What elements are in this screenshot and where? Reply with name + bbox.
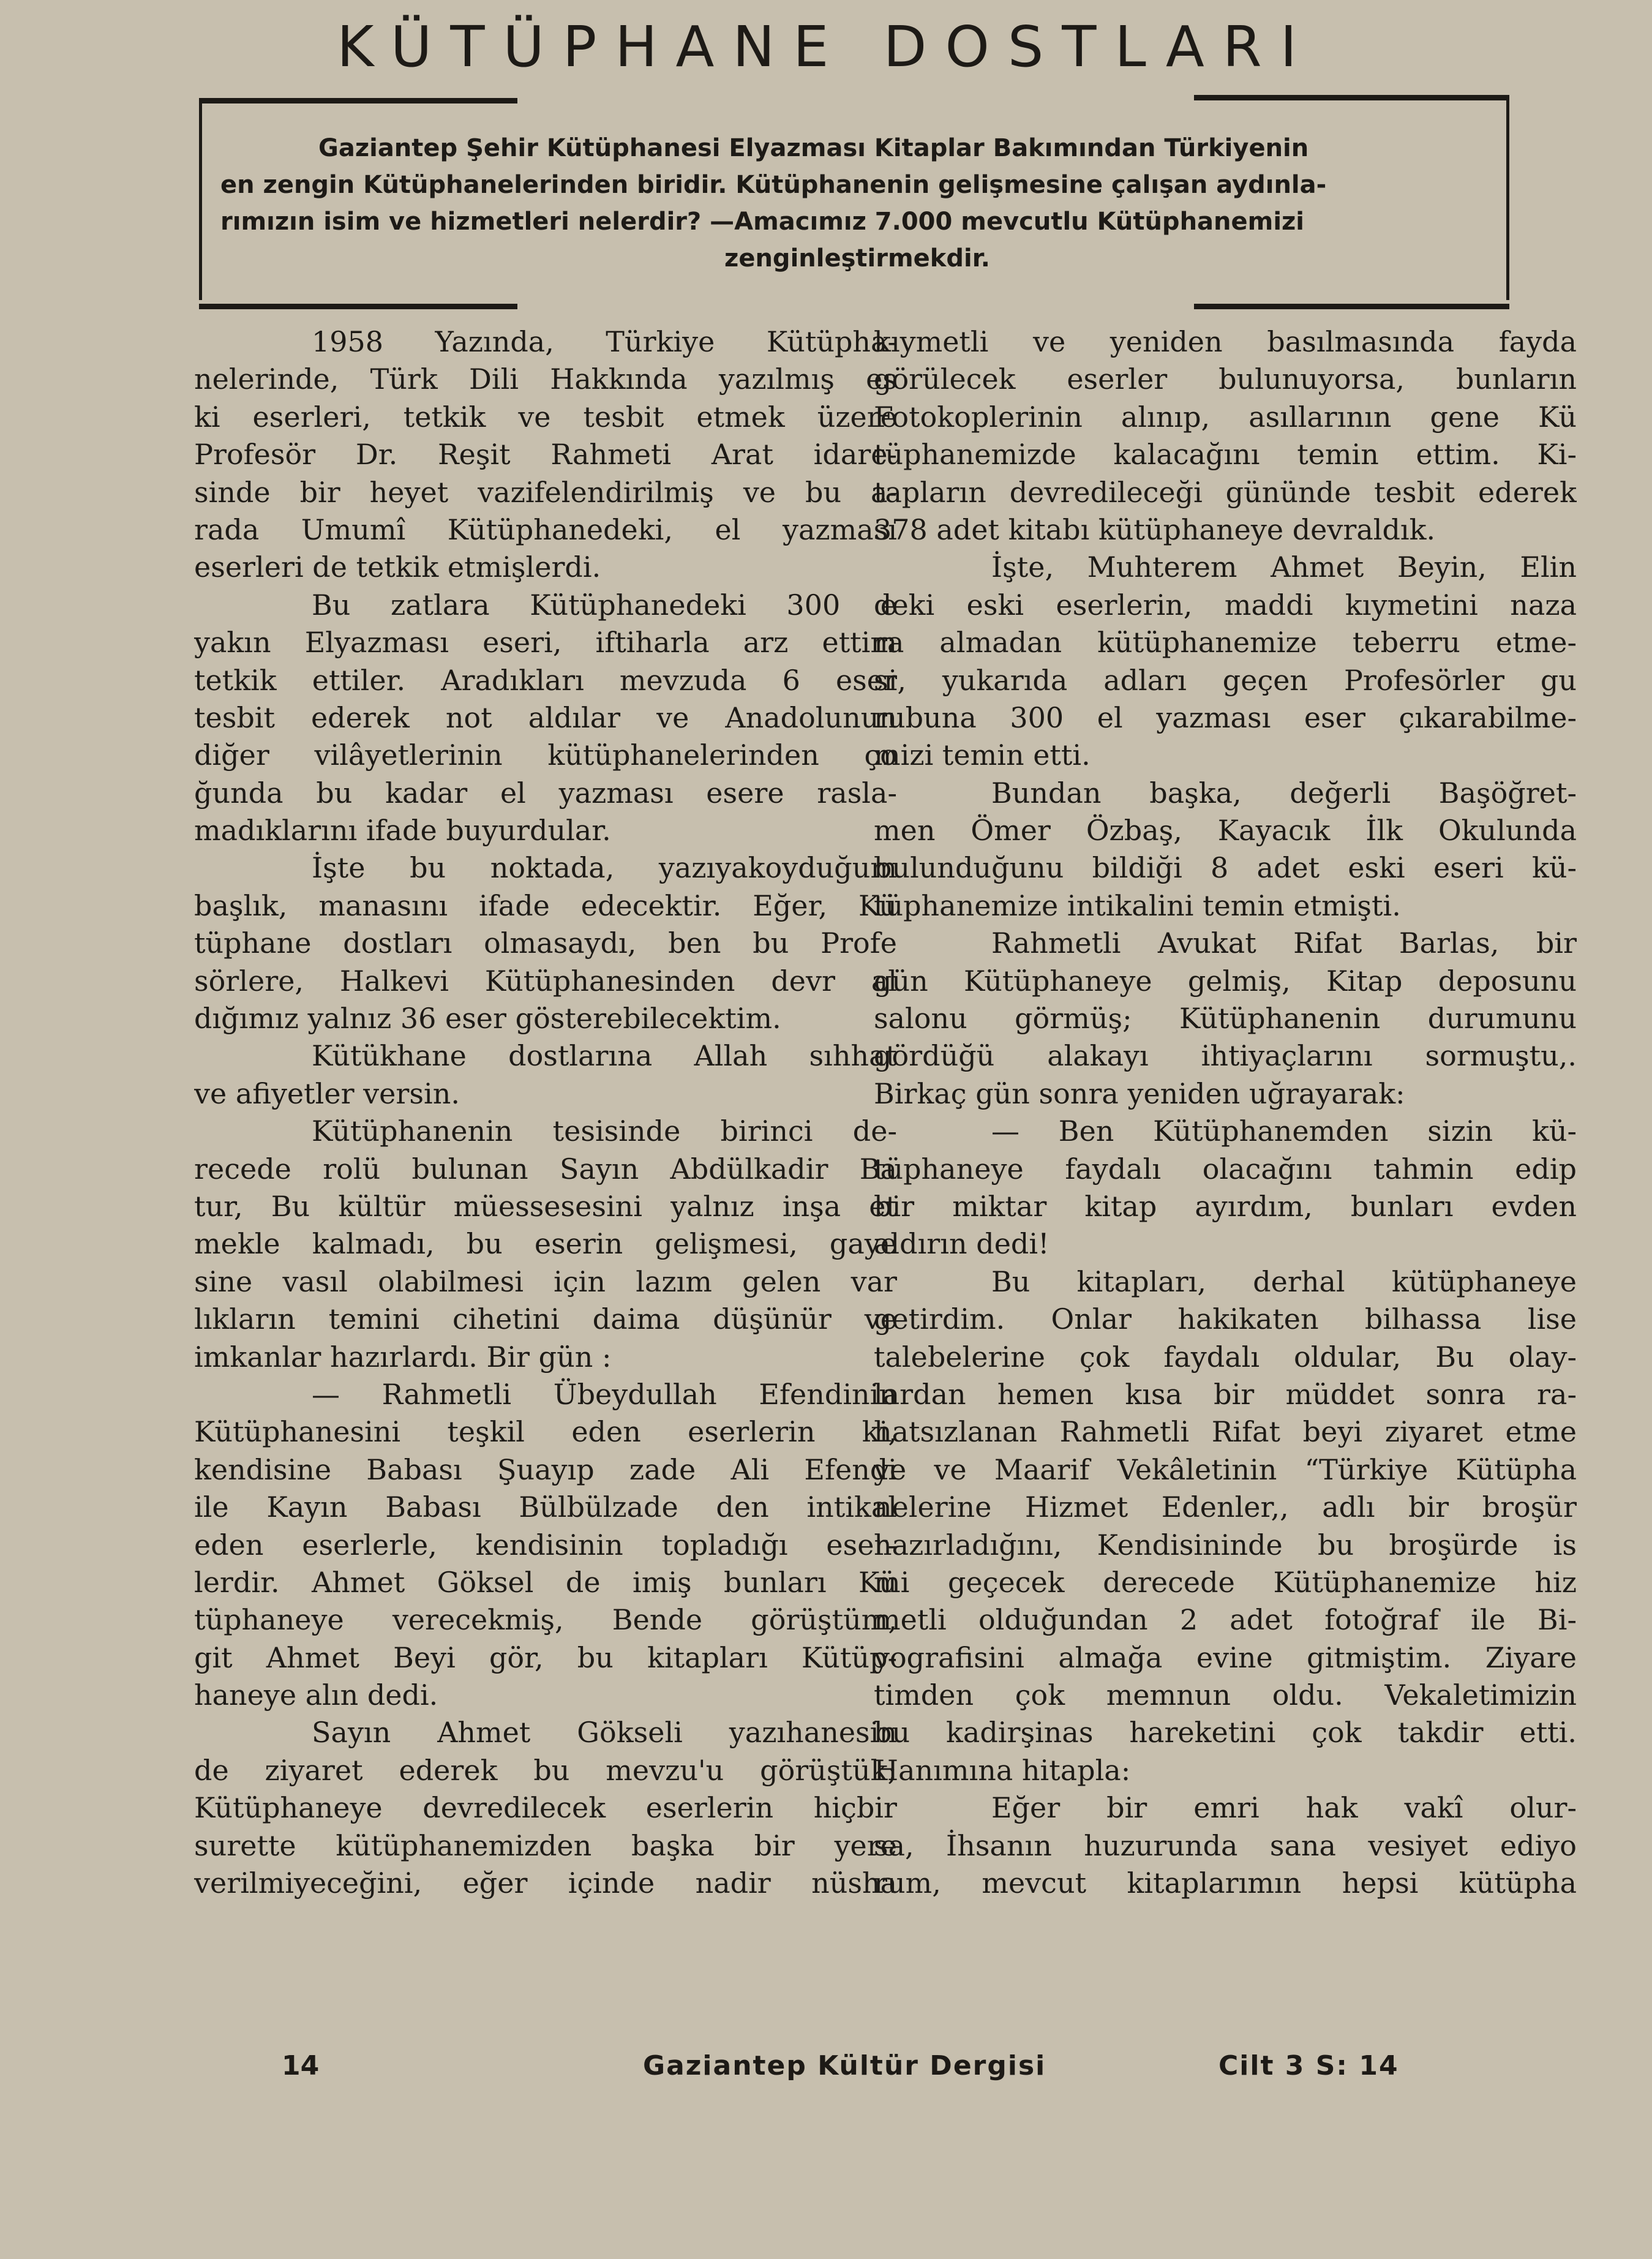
text-line: kıymetli ve yeniden basılmasında fayda bbox=[874, 325, 1577, 358]
intro-box bbox=[199, 98, 1509, 300]
text-line: ğunda bu kadar el yazması esere rasla- bbox=[194, 776, 897, 810]
text-line: si, yukarıda adları geçen Profesörler gu bbox=[874, 663, 1577, 697]
text-line: Eğer bir emri hak vakî olur- bbox=[991, 1791, 1577, 1825]
text-line: lıkların temini cihetini daima düşünür ve bbox=[194, 1302, 897, 1336]
text-line: men Ömer Özbaş, Kayacık İlk Okulunda bbox=[874, 814, 1577, 848]
text-line: Bundan başka, değerli Başöğret- bbox=[991, 776, 1577, 810]
intro-line: rımızın isim ve hizmetleri nelerdir? —Amacımız 7.000 mevcutlu Kütüphanemizi bbox=[220, 208, 1305, 236]
text-line: git Ahmet Beyi gör, bu kitapları Kütüp- bbox=[194, 1641, 897, 1674]
box-rule-bottom-left bbox=[199, 304, 517, 309]
text-line: Hanımına hitapla: bbox=[874, 1753, 1131, 1787]
text-line: hazırladığını, Kendisininde bu broşürde is bbox=[874, 1528, 1577, 1562]
text-line: tüphanemize intikalini temin etmişti. bbox=[874, 889, 1401, 922]
text-line: Kütüphanesini teşkil eden eserlerin ki, bbox=[194, 1415, 897, 1449]
text-line: sa, İhsanın huzurunda sana vesiyet ediyo bbox=[874, 1829, 1577, 1862]
text-line: verilmiyeceğini, eğer içinde nadir nüsha bbox=[194, 1866, 897, 1900]
text-line: mi geçecek derecede Kütüphanemize hiz bbox=[874, 1565, 1577, 1599]
text-line: tüphaneye faydalı olacağını tahmin edip bbox=[874, 1152, 1577, 1186]
text-line: recede rolü bulunan Sayın Abdülkadir Ba bbox=[194, 1152, 897, 1186]
text-line: tur, Bu kültür müessesesini yalnız inşa et bbox=[194, 1189, 897, 1223]
text-line: hatsızlanan Rahmetli Rifat beyi ziyaret etme bbox=[874, 1415, 1577, 1449]
text-line: İşte bu noktada, yazıyakoyduğum bbox=[312, 851, 897, 885]
text-line: rada Umumî Kütüphanedeki, el yazması bbox=[194, 513, 897, 546]
text-line: yografisini almağa evine gitmiştim. Ziyare bbox=[874, 1641, 1577, 1674]
text-line: lerdir. Ahmet Göksel de imiş bunları Kü bbox=[194, 1565, 897, 1599]
text-line: başlık, manasını ifade edecektir. Eğer, Kü bbox=[194, 889, 897, 922]
text-line: bu kadirşinas hareketini çok takdir etti. bbox=[874, 1716, 1577, 1750]
text-line: mizi temin etti. bbox=[874, 739, 1091, 772]
text-line: sörlere, Halkevi Kütüphanesinden devr al bbox=[194, 964, 897, 998]
text-line: Kütükhane dostlarına Allah sıhhat bbox=[312, 1039, 897, 1073]
intro-line: en zengin Kütüphanelerinden biridir. Kütüphanenin gelişmesine çalışan aydınla- bbox=[220, 171, 1327, 199]
footer-issue: Cilt 3 S: 14 bbox=[1218, 2050, 1399, 2081]
text-line: timden çok memnun oldu. Vekaletimizin bbox=[874, 1678, 1577, 1712]
text-line: ile Kayın Babası Bülbülzade den intikal bbox=[194, 1490, 897, 1524]
text-line: deki eski eserlerin, maddi kıymetini naza bbox=[874, 588, 1577, 622]
text-line: mekle kalmadı, bu eserin gelişmesi, gaye bbox=[194, 1227, 897, 1261]
text-line: haneye alın dedi. bbox=[194, 1678, 438, 1712]
intro-line: Gaziantep Şehir Kütüphanesi Elyazması Kitaplar Bakımından Türkiyenin bbox=[318, 134, 1309, 162]
text-line: ra almadan kütüphanemize teberru etme- bbox=[874, 626, 1577, 660]
box-rule-bottom-right bbox=[1194, 304, 1509, 309]
text-line: Fotokoplerinin alınıp, asıllarının gene Kü bbox=[874, 400, 1577, 434]
text-line: lardan hemen kısa bir müddet sonra ra- bbox=[874, 1377, 1577, 1411]
text-line: eserleri de tetkik etmişlerdi. bbox=[194, 551, 601, 584]
text-line: rubuna 300 el yazması eser çıkarabilme- bbox=[874, 701, 1577, 734]
text-line: 378 adet kitabı kütüphaneye devraldık. bbox=[874, 513, 1436, 546]
text-line: bir miktar kitap ayırdım, bunları evden bbox=[874, 1189, 1577, 1223]
article-column-left bbox=[194, 323, 897, 1902]
text-line: İşte, Muhterem Ahmet Beyin, Elin bbox=[991, 551, 1577, 584]
text-line: getirdim. Onlar hakikaten bilhassa lise bbox=[874, 1302, 1577, 1336]
text-line: rum, mevcut kitaplarımın hepsi kütüpha bbox=[874, 1866, 1577, 1900]
intro-text bbox=[202, 130, 1512, 277]
text-line: eden eserlerle, kendisinin topladığı eser- bbox=[194, 1528, 897, 1562]
text-line: gün Kütüphaneye gelmiş, Kitap deposunu bbox=[874, 964, 1577, 998]
text-line: 1958 Yazında, Türkiye Kütüpha- bbox=[312, 325, 897, 358]
text-line: görülecek eserler bulunuyorsa, bunların bbox=[874, 363, 1577, 396]
text-line: Rahmetli Avukat Rifat Barlas, bir bbox=[991, 927, 1577, 960]
text-line: diğer vilâyetlerinin kütüphanelerinden ço bbox=[194, 739, 897, 772]
text-line: dığımız yalnız 36 eser gösterebilecektim. bbox=[194, 1002, 781, 1036]
text-line: ve afiyetler versin. bbox=[194, 1077, 460, 1110]
text-line: madıklarını ifade buyurdular. bbox=[194, 814, 611, 848]
text-line: tesbit ederek not aldılar ve Anadolunun bbox=[194, 701, 897, 734]
text-line: nelerine Hizmet Edenler,, adlı bir broşür bbox=[874, 1490, 1577, 1524]
text-line: Sayın Ahmet Gökseli yazıhanesin bbox=[312, 1716, 897, 1750]
text-line: salonu görmüş; Kütüphanenin durumunu bbox=[874, 1002, 1577, 1036]
footer-journal-name: Gaziantep Kültür Dergisi bbox=[643, 2050, 1046, 2081]
text-line: — Ben Kütüphanemden sizin kü- bbox=[991, 1114, 1577, 1148]
text-line: sinde bir heyet vazifelendirilmiş ve bu a- bbox=[194, 475, 897, 509]
text-line: — Rahmetli Übeydullah Efendinin bbox=[312, 1377, 897, 1411]
text-line: yakın Elyazması eseri, iftiharla arz ettim bbox=[194, 626, 897, 660]
text-line: ki eserleri, tetkik ve tesbit etmek üzere bbox=[194, 400, 897, 434]
text-line: tüphane dostları olmasaydı, ben bu Profe bbox=[194, 927, 897, 960]
text-line: Bu zatlara Kütüphanedeki 300 e bbox=[312, 588, 897, 622]
footer-page-number: 14 bbox=[282, 2050, 320, 2081]
text-line: tüphanemizde kalacağını temin ettim. Ki- bbox=[874, 438, 1577, 472]
text-line: Birkaç gün sonra yeniden uğrayarak: bbox=[874, 1077, 1405, 1110]
text-line: surette kütüphanemizden başka bir yere bbox=[194, 1829, 897, 1862]
intro-line: zenginleştirmekdir. bbox=[724, 244, 990, 273]
text-line: talebelerine çok faydalı oldular, Bu olay- bbox=[874, 1340, 1577, 1374]
article-column-right bbox=[874, 323, 1577, 1902]
text-line: Kütüphanenin tesisinde birinci de- bbox=[312, 1114, 897, 1148]
text-line: kendisine Babası Şuayıp zade Ali Efendi bbox=[194, 1453, 897, 1486]
text-line: de ziyaret ederek bu mevzu'u görüştük; bbox=[194, 1753, 897, 1787]
text-line: tetkik ettiler. Aradıkları mevzuda 6 eser bbox=[194, 663, 897, 697]
page-title: KÜTÜPHANE DOSTLARI bbox=[337, 14, 1315, 80]
text-line: sine vasıl olabilmesi için lazım gelen var bbox=[194, 1265, 897, 1298]
text-line: Bu kitapları, derhal kütüphaneye bbox=[991, 1265, 1577, 1298]
text-line: nelerinde, Türk Dili Hakkında yazılmış es bbox=[194, 363, 897, 396]
text-line: tapların devredileceği gününde tesbit ederek bbox=[874, 475, 1577, 509]
text-line: imkanlar hazırlardı. Bir gün : bbox=[194, 1340, 612, 1374]
text-line: Profesör Dr. Reşit Rahmeti Arat idare- bbox=[194, 438, 897, 472]
text-line: ye ve Maarif Vekâletinin “Türkiye Kütüpha bbox=[874, 1453, 1577, 1486]
text-line: Kütüphaneye devredilecek eserlerin hiçbir bbox=[194, 1791, 897, 1825]
text-line: aldırın dedi! bbox=[874, 1227, 1049, 1261]
text-line: tüphaneye verecekmiş, Bende görüştüm, bbox=[194, 1603, 897, 1637]
text-line: gördüğü alakayı ihtiyaçlarını sormuştu,. bbox=[874, 1039, 1577, 1073]
text-line: bulunduğunu bildiği 8 adet eski eseri kü- bbox=[874, 851, 1577, 885]
text-line: metli olduğundan 2 adet fotoğraf ile Bi- bbox=[874, 1603, 1577, 1637]
